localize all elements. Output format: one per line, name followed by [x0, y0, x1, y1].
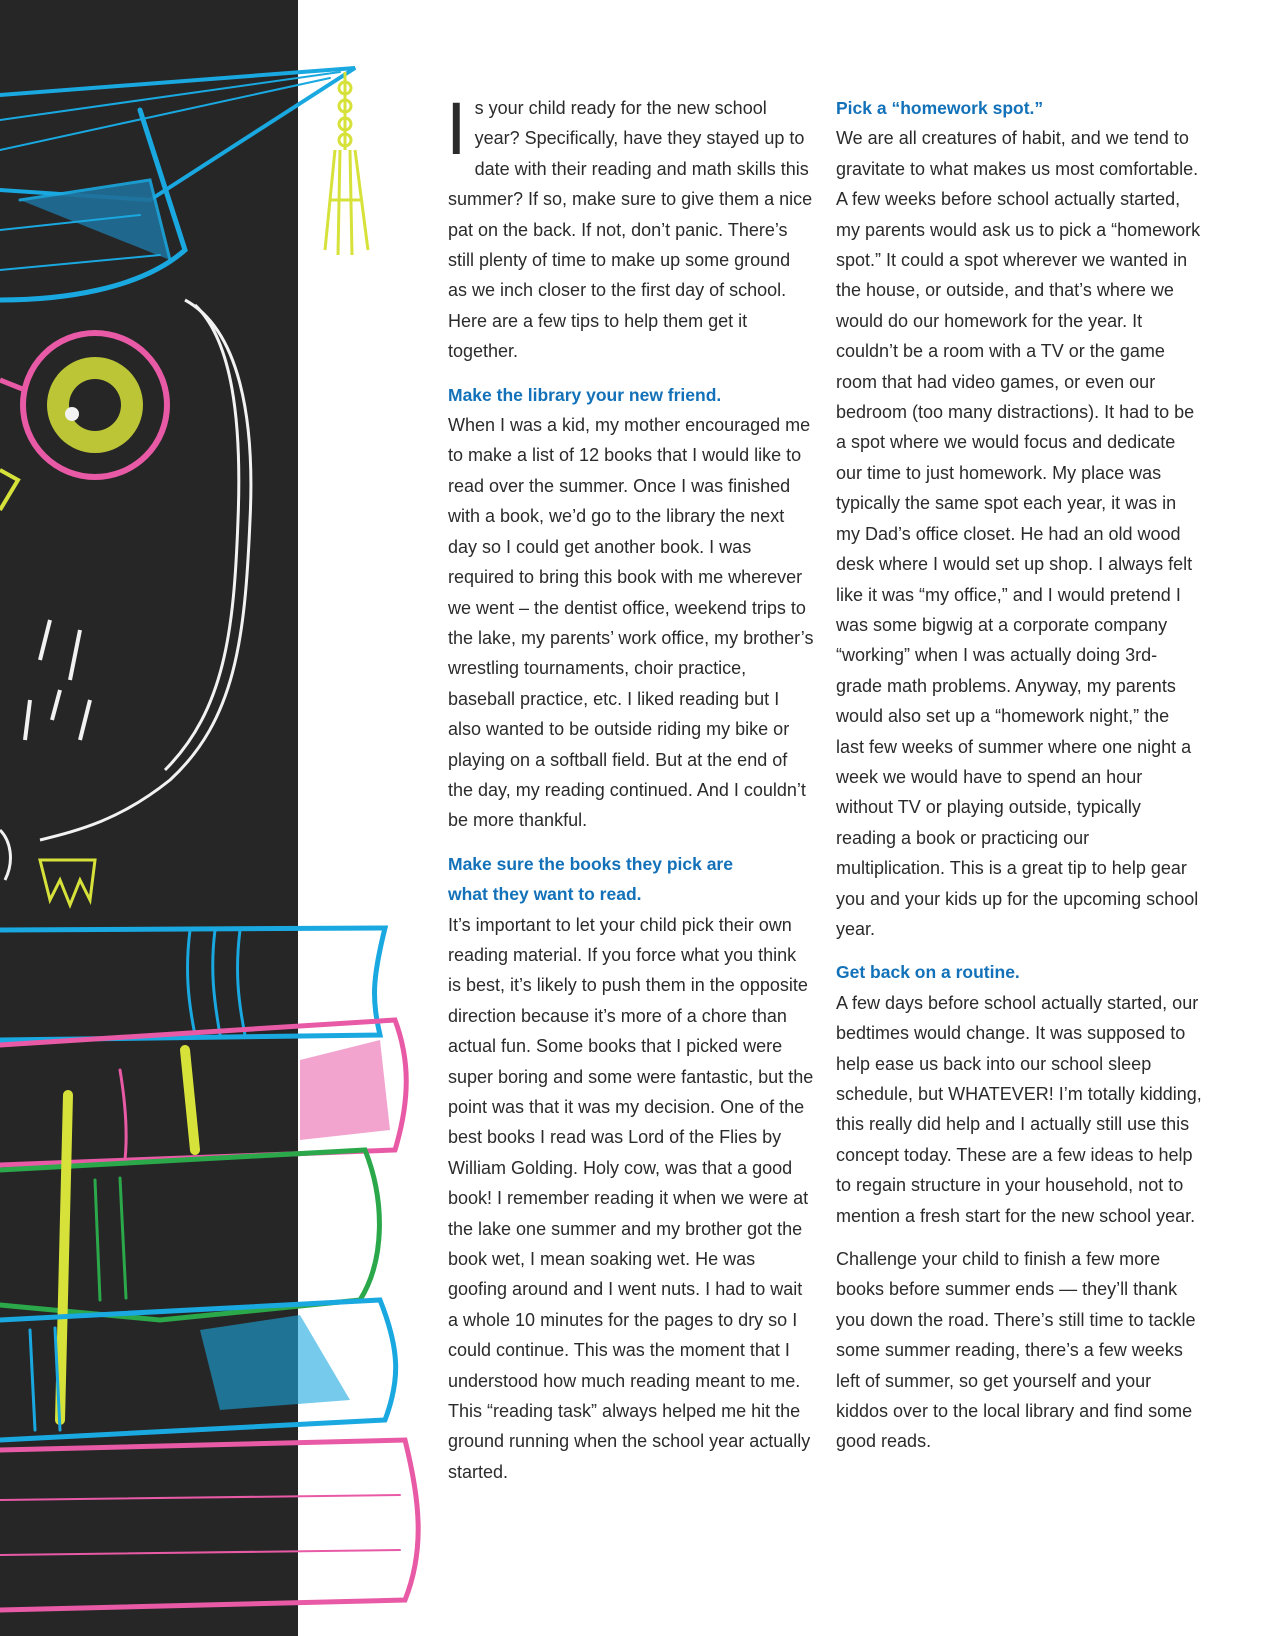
section-heading-books: Make sure the books they pick are what they want to read. — [448, 853, 733, 905]
section-body-books: It’s important to let your child pick their own reading material. If you force what you think is best, it’s likely to push them in the opposite direction because it’s more of a chore than actual fun. Some books that I picked were super boring and some were fantastic, but the point was that it was my decision. One of the best books I read was Lord of the Flies by William Golding. Holy cow, was that a good book! I remember reading it when we were at the lake one summer and my brother got the book wet, I mean soaking wet. He was goofing around and I went nuts. I had to wait a whole 10 minutes for the pages to dry so I could continue. This was the moment that I understood how much reading meant to me. This “reading task” always helped me hit the ground running when the school year actually started. — [448, 914, 814, 1482]
article-column-left — [446, 87, 814, 1500]
tassel-icon — [325, 72, 368, 255]
article-column-right — [836, 93, 1202, 1470]
chalkboard-illustration — [0, 0, 298, 1636]
section-heading-routine: Get back on a routine. — [836, 962, 1020, 983]
section-body-routine: A few days before school actually started, our bedtimes would change. It was supposed to help ease us back into our school sleep schedule, but WHATEVER! I’m totally kidding, this really did help and I actually still use this concept today. These are a few ideas to help to regain structure in your household, not to mention a fresh start for the new school year. — [836, 992, 1202, 1226]
closing-paragraph: Challenge your child to finish a few more books before summer ends — they’ll thank you down the road. There’s still time to tackle some summer reading, there’s a few weeks left of summer, so get yourself and your kiddos over to the local library and find some good reads. — [836, 1249, 1196, 1452]
section-body-homework-spot: We are all creatures of habit, and we tend to gravitate to what makes us most comfortable. A few weeks before school actually started, my parents would ask us to pick a “homework spot.” It could a spot wherever we wanted in the house, or outside, and that’s where we would do our homework for the year. It couldn’t be a room with a TV or the game room that had video games, or even our bedroom (too many distractions). It had to be a spot where we would focus and dedicate our time to just homework. My place was typically the same spot each year, it was in my Dad’s office closet. He had an old wood desk where I would set up shop. I always felt like it was “my office,” and I would pretend I was some bigwig at a corporate company “working” when I was actually doing 3rd-grade math problems. Anyway, my parents would also set up a “homework night,” the last few weeks of summer where one night a week we would have to spend an hour without TV or playing outside, typically reading a book or practicing our multiplication. This is a great tip to help gear you and your kids up for the upcoming school year. — [836, 128, 1201, 939]
intro-paragraph — [446, 87, 814, 367]
drop-cap: I — [446, 87, 467, 170]
section-heading-library: Make the library your new friend. — [448, 384, 722, 405]
intro-text: s your child ready for the new school year? Specifically, have they stayed up to date with their reading and math skills this summer? If so, make sure to give them a nice pat on the back. If not, don’t panic. There’s still plenty of time to make up some ground as we inch closer to the first day of school. Here are a few tips to help them get it together. — [448, 98, 813, 362]
section-heading-homework-spot: Pick a “homework spot.” — [836, 98, 1044, 118]
section-body-library: When I was a kid, my mother encouraged me to make a list of 12 books that I would like to read over the summer. Once I was finished with a book, we’d go to the library the next day so I could get another book. I was required to bring this book with me wherever we went – the dentist office, weekend trips to the lake, my parents’ work office, my brother’s wrestling tournaments, choir practice, baseball practice, etc. I liked reading but I also wanted to be outside riding my bike or playing on a softball field. But at the end of the day, my reading continued. And I couldn’t be more thankful. — [448, 415, 814, 831]
